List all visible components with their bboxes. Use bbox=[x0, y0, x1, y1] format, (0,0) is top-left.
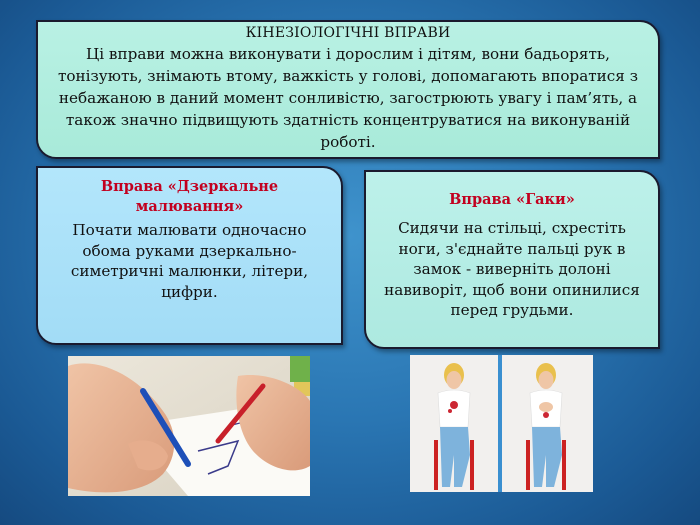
hands-drawing-photo bbox=[68, 356, 310, 496]
mirror-drawing-box bbox=[36, 166, 343, 345]
intro-text: Ці вправи можна виконувати і дорослим і дітям, вони бадьорять, тонізують, знімають втому, важкість у голові, допомагають впоратися з небажаною в даний момент сонливістю, загострюють увагу і пам’ять, а також значно підвищують здатність концентруватися на виконуваній роботі. bbox=[58, 45, 638, 151]
gaky-exercise-photo bbox=[410, 355, 593, 492]
hooks-exercise-box bbox=[364, 170, 660, 349]
hooks-exercise-text: Сидячи на стільці, схрестіть ноги, з'єднайте пальці рук в замок - виверніть долоні навиворіт, щоб вони опинилися перед грудьми. bbox=[384, 219, 640, 319]
mirror-drawing-text: Почати малювати одночасно обома руками дзеркально-симетричні малюнки, літери, цифри. bbox=[70, 221, 309, 301]
hooks-exercise-title: Вправа «Гаки» bbox=[449, 191, 575, 208]
mirror-drawing-title: Вправа «Дзеркальне малювання» bbox=[100, 178, 279, 215]
intro-text-box bbox=[36, 20, 660, 159]
intro-heading: КІНЕЗІОЛОГІЧНІ ВПРАВИ bbox=[245, 25, 451, 41]
